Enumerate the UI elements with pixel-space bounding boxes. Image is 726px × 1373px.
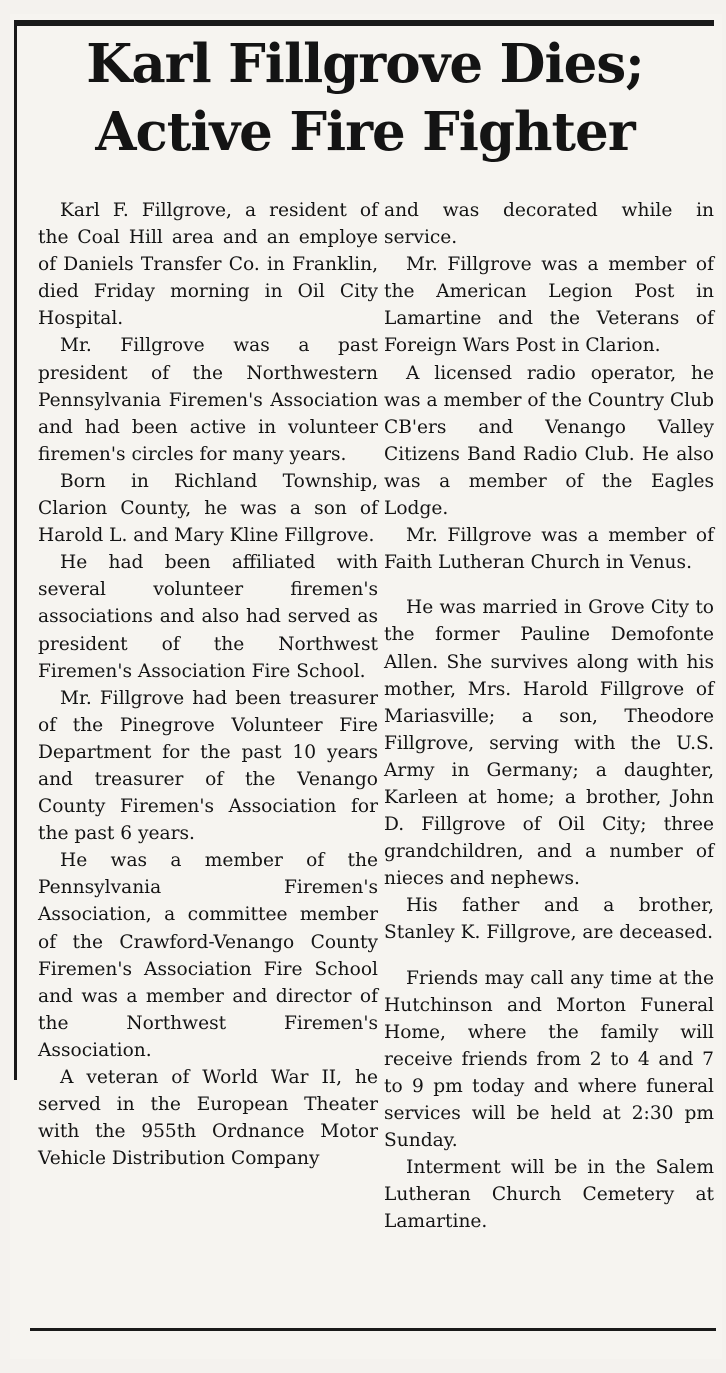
paragraph: Born in Richland Township, Clarion County, he was a son of Harold L. and Mary Kline Fillgrove. [38,470,378,547]
paragraph: Friends may call any time at the Hutchinson and Morton Funeral Home, where the family will receive friends from 2 to 4 and 7 to 9 pm today and where funeral services will be held at 2:30 pm Sunday. [384,967,714,1152]
paragraph: Mr. Fillgrove had been treasurer of the Pinegrove Volunteer Fire Department for the past 10 years and treasurer of the Venango County Firemen's Association for the past 6 years. [38,687,378,845]
paragraph: A veteran of World War II, he served in the European Theater with the 955th Ordnance Motor Vehicle Distribution Company [38,1067,378,1170]
headline-line-1: Karl Fillgrove Dies; [86,33,644,95]
headline [30,30,700,166]
paragraph: and was decorated while in service. [384,200,714,249]
paragraph: A licensed radio operator, he was a member of the Country Club CB'ers and Venango Valley Citizens Band Radio Club. He also was a member of the Eagles Lodge. [384,362,714,520]
left-column [38,197,378,1172]
paragraph: Mr. Fillgrove was a member of the American Legion Post in Lamartine and the Veterans of Foreign Wars Post in Clarion. [384,254,714,357]
paragraph: Interment will be in the Salem Lutheran Church Cemetery at Lamartine. [384,1157,714,1233]
paragraph: He was a member of the Pennsylvania Firemen's Association, a committee member of the Crawford-Venango County Firemen's Association Fire School and was a member and director of the Northwest Firemen's Association. [38,850,378,1061]
left-rule [14,20,17,1080]
right-column [384,197,714,1235]
paragraph: His father and a brother, Stanley K. Fillgrove, are deceased. [384,895,714,944]
paragraph: He was married in Grove City to the former Pauline Demofonte Allen. She survives along with his mother, Mrs. Harold Fillgrove of Mariasville; a son, Theodore Fillgrove, serving with the U.S. Army in Germany; a daughter, Karleen at home; a brother, John D. Fillgrove of Oil City; three grandchildren, and a number of nieces and nephews. [384,597,714,890]
paragraph: Karl F. Fillgrove, a resident of the Coal Hill area and an employe of Daniels Transfer Co. in Franklin, died Friday morning in Oil City Hospital. [38,200,378,330]
paragraph: He had been affiliated with several volunteer firemen's associations and also had served as president of the Northwest Firemen's Association Fire School. [38,552,378,682]
bottom-rule [30,1328,716,1331]
top-rule [14,20,714,26]
paragraph: Mr. Fillgrove was a past president of the Northwestern Pennsylvania Firemen's Association and had been active in volunteer firemen's circles for many years. [38,335,378,465]
headline-line-2: Active Fire Fighter [95,101,635,163]
paragraph: Mr. Fillgrove was a member of Faith Lutheran Church in Venus. [384,525,714,574]
